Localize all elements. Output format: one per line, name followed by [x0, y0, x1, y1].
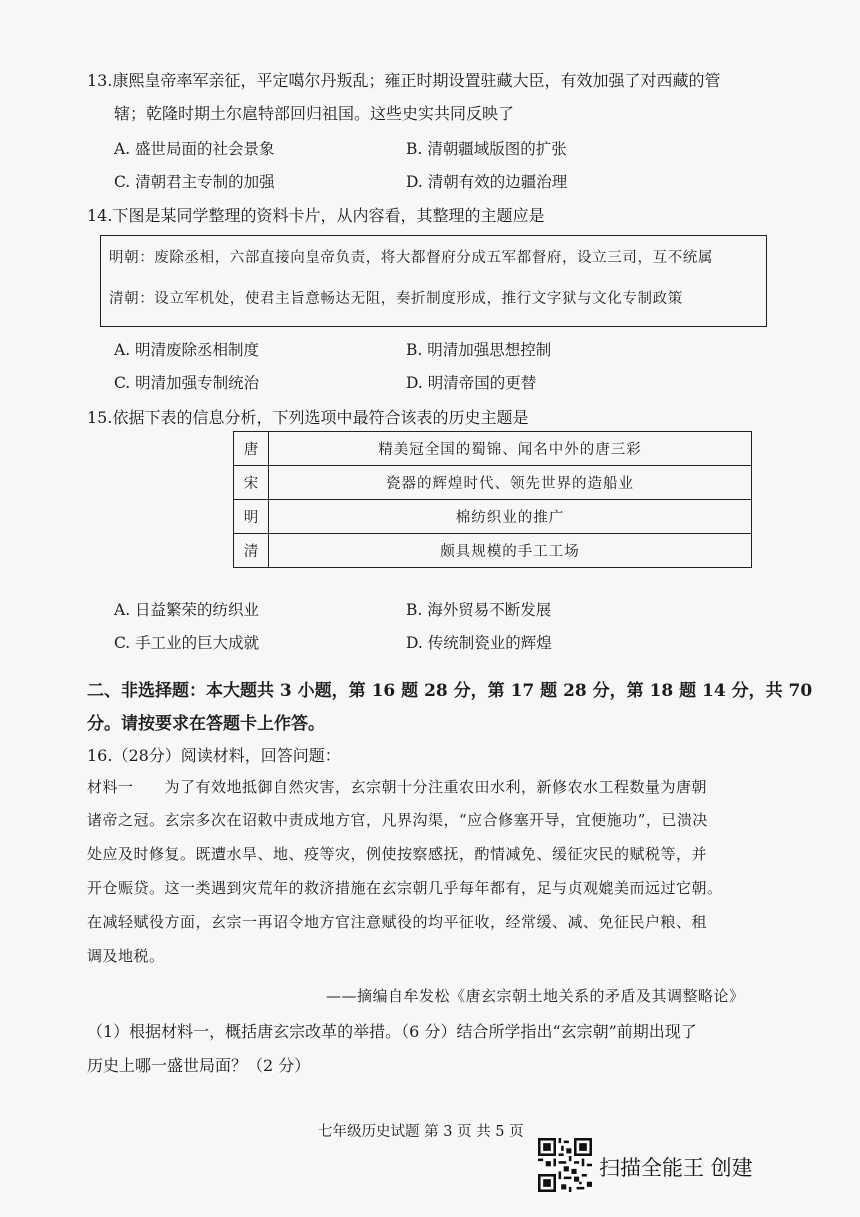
- q15-option-a: A. 日益繁荣的纺织业: [114, 601, 260, 619]
- q13-option-c: C. 清朝君主专制的加强: [114, 173, 275, 191]
- q16-subquestion-line1: （1）根据材料一，概括唐玄宗改革的举措。（6 分）结合所学指出“玄宗朝”前期出现了: [87, 1022, 697, 1041]
- q16-material-line1: 材料一 为了有效地抵御自然灾害，玄宗朝十分注重农田水利，新修农水工程数量为唐朝: [87, 778, 708, 796]
- q15-option-d: D. 传统制瓷业的辉煌: [406, 634, 552, 652]
- q13-stem-line2: 辖；乾隆时期土尔扈特部回归祖国。这些史实共同反映了: [114, 104, 515, 123]
- q14-card-ming: 明朝：废除丞相，六部直接向皇帝负责，将大都督府分成五军都督府，设立三司，互不统属: [109, 250, 713, 266]
- table-row: [234, 534, 752, 568]
- q16-stem: 16.（28分）阅读材料，回答问题：: [87, 746, 341, 765]
- table-row: [234, 500, 752, 534]
- q13-option-b: B. 清朝疆域版图的扩张: [406, 140, 567, 158]
- q15-table: [233, 431, 752, 568]
- q14-option-c: C. 明清加强专制统治: [114, 374, 260, 392]
- dynasty-cell: 唐: [234, 432, 269, 466]
- table-row: [234, 432, 752, 466]
- q16-material-line2: 诸帝之冠。玄宗多次在诏敕中责成地方官，凡界沟渠，“应合修塞开导，宜便施功”，已溃决: [87, 811, 708, 829]
- q14-stem: 14.下图是某同学整理的资料卡片，从内容看，其整理的主题应是: [87, 206, 545, 225]
- q16-source: ——摘编自牟发松《唐玄宗朝土地关系的矛盾及其调整略论》: [326, 987, 745, 1005]
- q13-option-a: A. 盛世局面的社会景象: [114, 140, 275, 158]
- q14-info-card: [100, 235, 767, 327]
- section2-heading-line2: 分。请按要求在答题卡上作答。: [87, 714, 325, 734]
- q14-option-a: A. 明清废除丞相制度: [114, 341, 260, 359]
- q15-option-c: C. 手工业的巨大成就: [114, 634, 260, 652]
- description-cell: 棉纺织业的推广: [269, 500, 752, 534]
- q16-subquestion-line2: 历史上哪一盛世局面？（2 分）: [87, 1056, 311, 1075]
- q16-material-line6: 调及地税。: [87, 947, 165, 965]
- page-footer: 七年级历史试题 第 3 页 共 5 页: [318, 1124, 524, 1140]
- q16-material-line4: 开仓赈贷。这一类遇到灾荒年的救济措施在玄宗朝几乎每年都有，足与贞观媲美而远过它朝。: [87, 879, 723, 897]
- q14-card-qing: 清朝：设立军机处，使君主旨意畅达无阻，奏折制度形成，推行文字狱与文化专制政策: [109, 291, 683, 307]
- qr-code-icon: [538, 1138, 592, 1192]
- q13-stem-line1: 13.康熙皇帝率军亲征，平定噶尔丹叛乱；雍正时期设置驻藏大臣，有效加强了对西藏的管: [87, 71, 721, 90]
- q15-option-b: B. 海外贸易不断发展: [406, 601, 552, 619]
- section2-heading-line1: 二、非选择题：本大题共 3 小题，第 16 题 28 分，第 17 题 28 分，第 18 题 14 分，共 70: [87, 681, 813, 701]
- q14-option-d: D. 明清帝国的更替: [406, 374, 537, 392]
- q13-option-d: D. 清朝有效的边疆治理: [406, 173, 568, 191]
- q16-material-line3: 处应及时修复。既遭水旱、地、疫等灾，例使按察感抚，酌情减免、缓征灾民的赋税等，并: [87, 845, 708, 863]
- q14-option-b: B. 明清加强思想控制: [406, 341, 552, 359]
- dynasty-cell: 宋: [234, 466, 269, 500]
- q15-stem: 15.依据下表的信息分析，下列选项中最符合该表的历史主题是: [87, 408, 529, 427]
- scanner-watermark: 扫描全能王 创建: [599, 1156, 753, 1180]
- description-cell: 颇具规模的手工工场: [269, 534, 752, 568]
- dynasty-cell: 清: [234, 534, 269, 568]
- dynasty-cell: 明: [234, 500, 269, 534]
- description-cell: 精美冠全国的蜀锦、闻名中外的唐三彩: [269, 432, 752, 466]
- description-cell: 瓷器的辉煌时代、领先世界的造船业: [269, 466, 752, 500]
- table-row: [234, 466, 752, 500]
- q16-material-line5: 在减轻赋役方面，玄宗一再诏令地方官注意赋役的均平征收，经常缓、减、免征民户粮、租: [87, 913, 708, 931]
